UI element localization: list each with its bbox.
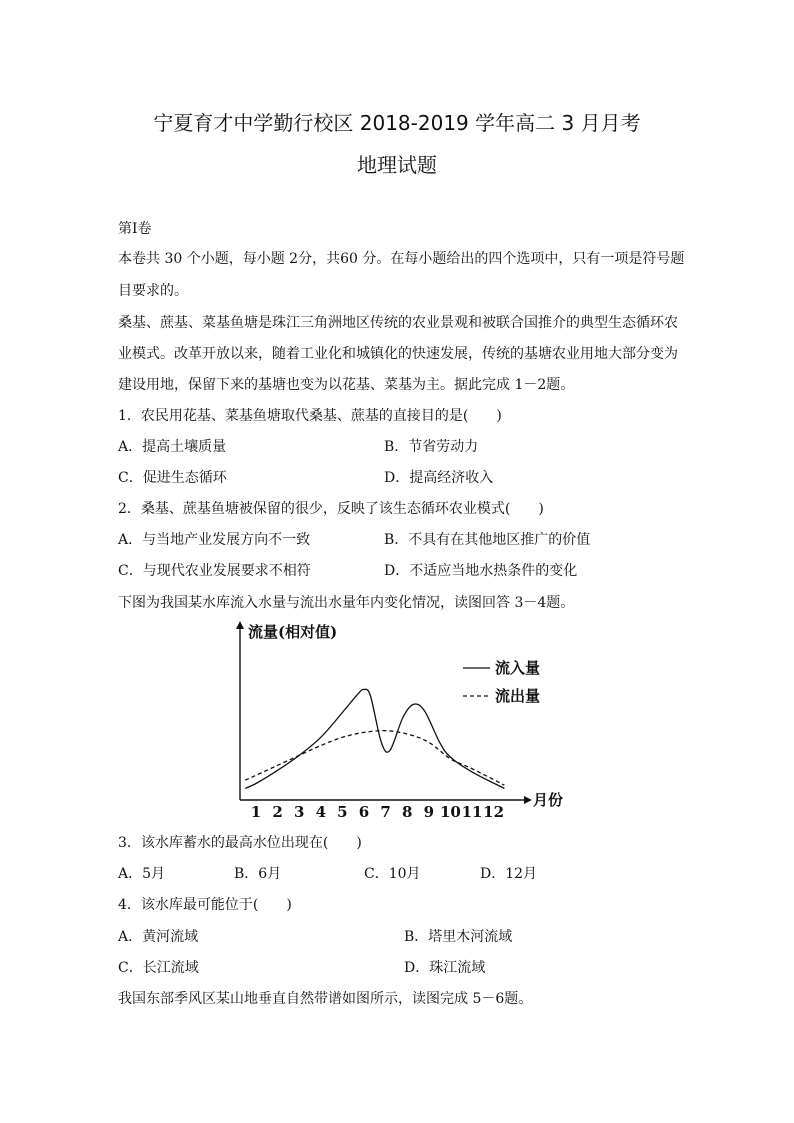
chart-x-ticks xyxy=(251,803,504,821)
q3-option-a[interactable]: A．5月 xyxy=(118,866,166,882)
x-tick-label: 4 xyxy=(315,803,327,821)
q1-option-c[interactable]: C．促进生态循环 xyxy=(118,470,227,486)
x-tick-label: 2 xyxy=(272,803,283,821)
x-tick-label: 11 xyxy=(461,803,483,821)
instructions-line-2: 目要求的。 xyxy=(118,283,188,299)
legend-label: 流出量 xyxy=(495,687,541,705)
q4-stem: 4．该水库最可能位于( ) xyxy=(118,897,292,913)
q3-option-c[interactable]: C．10月 xyxy=(364,866,421,882)
legend-label: 流入量 xyxy=(495,659,541,677)
x-tick-label: 6 xyxy=(358,803,370,821)
q1-option-a[interactable]: A．提高土壤质量 xyxy=(118,439,227,455)
q3-stem: 3．该水库蓄水的最高水位出现在( ) xyxy=(118,835,362,851)
instructions-line-1: 本卷共 30 个小题，每小题 2分，共60 分。在每小题给出的四个选项中，只有一项是符号题 xyxy=(118,251,685,267)
exam-title: 宁夏育才中学勤行校区 2018-2019 学年高二 3 月月考 xyxy=(153,111,641,135)
x-tick-label: 1 xyxy=(250,803,262,821)
q3-option-d[interactable]: D．12月 xyxy=(480,866,538,882)
subject-title: 地理试题 xyxy=(357,153,437,177)
section-label: 第Ⅰ卷 xyxy=(118,221,152,237)
x-tick-label: 3 xyxy=(293,803,305,821)
q1-option-d[interactable]: D．提高经济收入 xyxy=(384,470,494,486)
passage1-line-1: 桑基、蔗基、菜基鱼塘是珠江三角洲地区传统的农业景观和被联合国推介的典型生态循环农 xyxy=(118,315,678,331)
q4-option-a[interactable]: A．黄河流域 xyxy=(118,929,199,945)
x-tick-label: 8 xyxy=(401,803,413,821)
q2-option-a[interactable]: A．与当地产业发展方向不一致 xyxy=(118,532,311,548)
x-tick-label: 10 xyxy=(439,803,461,821)
series-line-inflow xyxy=(245,689,504,788)
q1-option-b[interactable]: B．节省劳动力 xyxy=(384,439,479,455)
q4-option-d[interactable]: D．珠江流域 xyxy=(404,960,486,976)
x-tick-label: 9 xyxy=(423,803,435,821)
q2-option-c[interactable]: C．与现代农业发展要求不相符 xyxy=(118,563,311,579)
q4-option-c[interactable]: C．长江流域 xyxy=(118,960,199,976)
q2-stem: 2．桑基、蔗基鱼塘被保留的很少，反映了该生态循环农业模式( ) xyxy=(118,501,544,517)
q4-option-b[interactable]: B．塔里木河流域 xyxy=(404,929,513,945)
x-axis-label: 月份 xyxy=(533,791,564,809)
passage3: 我国东部季风区某山地垂直自然带谱如图所示，读图完成 5－6题。 xyxy=(118,991,533,1007)
chart-axes xyxy=(240,623,563,809)
q3-option-b[interactable]: B．6月 xyxy=(234,866,282,882)
q2-option-b[interactable]: B．不具有在其他地区推广的价值 xyxy=(384,532,591,548)
x-tick-label: 5 xyxy=(337,803,348,821)
chart-series xyxy=(245,689,504,788)
passage1-line-3: 建设用地，保留下来的基塘也变为以花基、菜基为主。据此完成 1－2题。 xyxy=(118,377,575,393)
q1-stem: 1．农民用花基、菜基鱼塘取代桑基、蔗基的直接目的是( ) xyxy=(118,408,502,424)
chart-legend xyxy=(463,659,540,705)
x-tick-label: 12 xyxy=(483,803,505,821)
x-tick-label: 7 xyxy=(380,803,391,821)
series-line-outflow xyxy=(245,731,504,786)
passage2: 下图为我国某水库流入水量与流出水量年内变化情况，读图回答 3－4题。 xyxy=(118,595,575,611)
flow-chart xyxy=(225,615,575,825)
passage1-line-2: 业模式。改革开放以来，随着工业化和城镇化的快速发展，传统的基塘农业用地大部分变为 xyxy=(118,346,678,362)
q2-option-d[interactable]: D．不适应当地水热条件的变化 xyxy=(384,563,578,579)
y-axis-label: 流量(相对值) xyxy=(248,623,338,641)
